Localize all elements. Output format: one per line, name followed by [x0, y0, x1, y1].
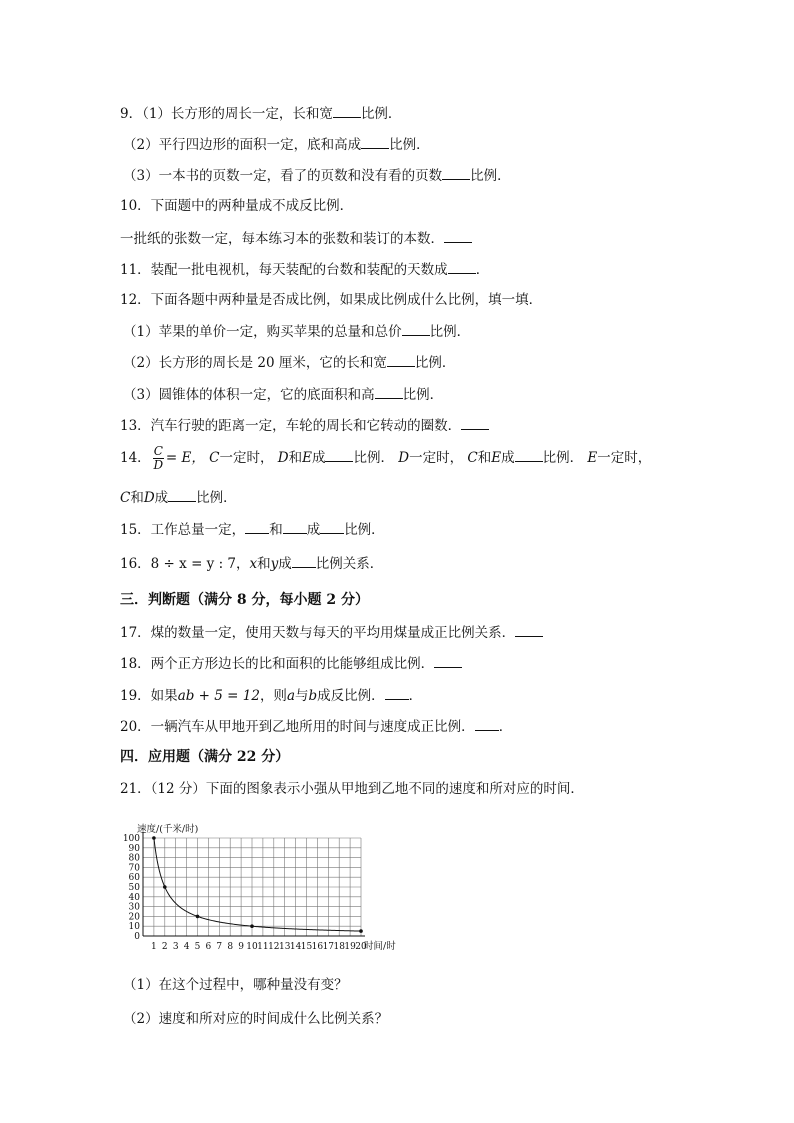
x-tick-label: 11	[257, 942, 269, 952]
fraction-c-over-d: $\frac{C}{D}$	[153, 444, 164, 472]
q9-2: （2）平行四边形的面积一定，底和高成 比例．	[123, 137, 430, 153]
y-tick-label: 80	[128, 853, 140, 864]
q21-1: （1）在这个过程中，哪种量没有变？	[123, 977, 348, 993]
answer-blank[interactable]	[385, 686, 409, 700]
q17: 17．煤的数量一定，使用天数与每天的平均用煤量成正比例关系．	[120, 623, 543, 642]
x-tick-label: 1	[151, 942, 157, 952]
y-tick-label: 50	[128, 883, 140, 893]
series-line	[154, 838, 361, 931]
data-point	[359, 929, 363, 933]
data-point	[152, 836, 156, 840]
x-tick-label: 12	[268, 942, 280, 952]
answer-blank[interactable]	[402, 322, 430, 336]
answer-blank[interactable]	[333, 104, 361, 118]
q13: 13．汽车行驶的距离一定，车轮的周长和它转动的圈数．	[120, 416, 489, 435]
answer-blank[interactable]	[292, 554, 316, 568]
answer-blank[interactable]	[515, 448, 543, 462]
y-tick-label: 90	[128, 843, 140, 854]
section-3-heading: 三．判断题（满分 8 分，每小题 2 分）	[120, 592, 369, 608]
q12-3: （3）圆锥体的体积一定，它的底面积和高 比例．	[123, 387, 444, 403]
answer-blank[interactable]	[444, 229, 472, 243]
q14-line1: 14． $\frac{C}{D}$ = E， C一定时， D和E成 比例． D一定时， C和E成 比例． E一定时，	[120, 444, 652, 472]
q20: 20．一辆汽车从甲地开到乙地所用的时间与速度成正比例． ．	[120, 719, 513, 735]
x-tick-label: 10	[246, 942, 258, 952]
y-tick-label: 100	[122, 834, 140, 844]
y-tick-label: 60	[128, 873, 140, 884]
x-tick-label: 5	[194, 942, 201, 952]
answer-blank[interactable]	[515, 623, 543, 637]
section-4-heading: 四．应用题（满分 22 分）	[120, 749, 290, 765]
data-point	[250, 924, 254, 928]
y-tick-label: 40	[128, 892, 140, 903]
q14-line2: C和D成 比例．	[120, 490, 237, 506]
x-tick-label: 16	[311, 942, 324, 952]
answer-blank[interactable]	[442, 166, 470, 180]
q19: 19．如果ab + 5 = 12，则a与b成反比例． ．	[120, 688, 423, 704]
answer-blank[interactable]	[283, 520, 307, 534]
answer-blank[interactable]	[434, 654, 462, 668]
y-tick-label: 70	[128, 863, 140, 874]
answer-blank[interactable]	[387, 353, 415, 367]
x-tick-label: 14	[289, 942, 302, 952]
q12-1: （1）苹果的单价一定，购买苹果的总量和总价 比例．	[123, 324, 471, 340]
q18: 18．两个正方形边长的比和面积的比能够组成比例．	[120, 654, 462, 673]
q10-body: 一批纸的张数一定，每本练习本的张数和装订的本数．	[120, 229, 472, 248]
q12-title: 12．下面各题中两种量是否成比例，如果成比例成什么比例，填一填．	[120, 292, 543, 308]
x-tick-label: 8	[227, 942, 234, 952]
q16: 16．8 ÷ x = y : 7，x和y成 比例关系．	[120, 556, 384, 572]
q21-title: 21．（12 分）下面的图象表示小强从甲地到乙地不同的速度和所对应的时间．	[120, 781, 584, 797]
q10-title: 10．下面题中的两种量成不成反比例．	[120, 198, 354, 214]
x-tick-label: 18	[333, 942, 345, 952]
answer-blank[interactable]	[245, 520, 269, 534]
q11: 11．装配一批电视机，每天装配的台数和装配的天数成 ．	[120, 262, 490, 278]
x-tick-label: 4	[183, 942, 190, 952]
y-tick-label: 0	[134, 932, 140, 942]
y-tick-label: 10	[128, 922, 140, 933]
answer-blank[interactable]	[375, 385, 403, 399]
answer-blank[interactable]	[361, 135, 389, 149]
x-tick-label: 9	[238, 942, 244, 952]
q21-2: （2）速度和所对应的时间成什么比例关系？	[123, 1011, 389, 1027]
data-point	[163, 885, 167, 889]
answer-blank[interactable]	[475, 717, 499, 731]
x-axis-title: 时间/时	[364, 941, 396, 952]
answer-blank[interactable]	[461, 416, 489, 430]
x-tick-label: 15	[300, 942, 313, 952]
x-tick-label: 2	[161, 942, 168, 952]
q12-2: （2）长方形的周长是 20 厘米，它的长和宽 比例．	[123, 355, 456, 371]
x-tick-label: 17	[322, 942, 335, 952]
x-tick-label: 20	[355, 942, 367, 952]
x-tick-label: 13	[278, 942, 291, 952]
x-tick-label: 3	[172, 942, 179, 952]
q15: 15．工作总量一定， 和 成 比例．	[120, 522, 385, 538]
answer-blank[interactable]	[448, 260, 476, 274]
y-axis-title: 速度/(千米/时)	[137, 824, 199, 835]
q9-1: 9．（1）长方形的周长一定，长和宽 比例．	[120, 106, 402, 122]
answer-blank[interactable]	[325, 448, 353, 462]
x-tick-label: 19	[344, 942, 356, 952]
speed-time-chart	[116, 808, 416, 960]
x-tick-label: 7	[216, 942, 223, 952]
y-tick-label: 20	[128, 912, 140, 923]
q9-3: （3）一本书的页数一定，看了的页数和没有看的页数 比例．	[123, 168, 511, 184]
x-tick-label: 6	[205, 942, 212, 952]
y-tick-label: 30	[128, 902, 140, 913]
data-point	[196, 915, 200, 919]
answer-blank[interactable]	[168, 488, 196, 502]
answer-blank[interactable]	[320, 520, 344, 534]
